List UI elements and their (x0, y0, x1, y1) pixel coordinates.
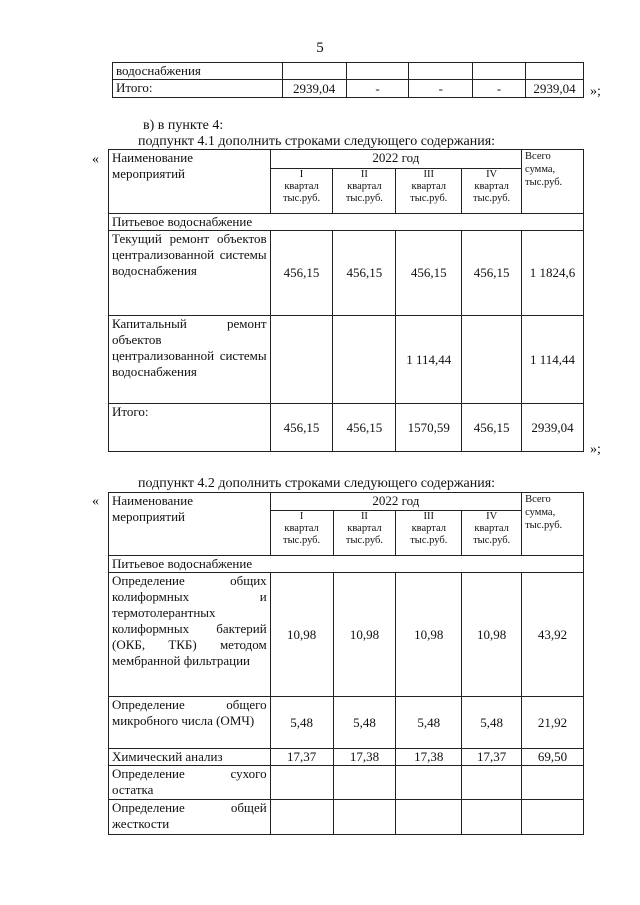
quarter-header: IV квартал тыс.руб. (462, 169, 522, 214)
row-name: Определение общего микробного числа (ОМЧ) (109, 697, 271, 749)
table-row (109, 800, 584, 835)
value-cell (270, 766, 333, 800)
table-row (109, 749, 584, 766)
value-cell: 10,98 (270, 573, 333, 697)
value-cell: 1 114,44 (396, 316, 462, 404)
table-row (109, 766, 584, 800)
value-cell (396, 766, 462, 800)
value-cell: 2939,04 (526, 80, 584, 98)
page-number: 5 (316, 40, 324, 56)
value-cell: 1 114,44 (522, 316, 584, 404)
top-table (112, 62, 584, 98)
row-name: Текущий ремонт объектов централизованной системы водоснабжения (109, 231, 271, 316)
table-row (109, 404, 584, 452)
header-year: 2022 год (270, 493, 521, 511)
value-cell: 5,48 (396, 697, 462, 749)
end-quote-mark: »; (590, 84, 601, 99)
value-cell: 2939,04 (522, 404, 584, 452)
value-cell: 43,92 (522, 573, 584, 697)
paragraph-4-2: подпункт 4.2 дополнить строками следующего содержания: (138, 476, 496, 491)
quarter-header: I квартал тыс.руб. (270, 169, 333, 214)
value-cell (462, 800, 522, 835)
header-name-cell (109, 150, 271, 214)
table-row (109, 697, 584, 749)
row-name: Химический анализ (109, 749, 271, 766)
value-cell: 456,15 (333, 231, 396, 316)
value-cell: 21,92 (522, 697, 584, 749)
value-cell: 1570,59 (396, 404, 462, 452)
value-cell: - (473, 80, 526, 98)
open-quote-mark: « (92, 152, 99, 167)
quarter-header: I квартал тыс.руб. (270, 511, 333, 556)
row-name: водоснабжения (113, 63, 283, 80)
value-cell: - (346, 80, 409, 98)
value-cell: 69,50 (522, 749, 584, 766)
header-year: 2022 год (270, 150, 521, 169)
value-cell: 17,37 (462, 749, 522, 766)
value-cell: 5,48 (333, 697, 396, 749)
value-cell: 17,37 (270, 749, 333, 766)
open-quote-mark: « (92, 494, 99, 509)
value-cell: 456,15 (462, 231, 522, 316)
header-row (109, 150, 584, 169)
quarter-header: II квартал тыс.руб. (333, 511, 396, 556)
value-cell: 5,48 (462, 697, 522, 749)
value-cell: 456,15 (462, 404, 522, 452)
row-name: Определение общей жесткости (109, 800, 271, 835)
quarter-header: III квартал тыс.руб. (396, 511, 462, 556)
value-cell: 10,98 (396, 573, 462, 697)
header-name-line: мероприятий (112, 509, 185, 524)
quarter-header: III квартал тыс.руб. (396, 169, 462, 214)
value-cell: 5,48 (270, 697, 333, 749)
value-cell (396, 800, 462, 835)
table-row (109, 231, 584, 316)
value-cell (333, 766, 396, 800)
table-4-1 (108, 149, 584, 452)
section-title: Питьевое водоснабжение (109, 214, 584, 231)
paragraph-4-1: подпункт 4.1 дополнить строками следующего содержания: (138, 134, 496, 149)
value-cell: 456,15 (270, 231, 333, 316)
value-cell (522, 766, 584, 800)
value-cell (462, 316, 522, 404)
value-cell: 456,15 (333, 404, 396, 452)
value-cell: 456,15 (396, 231, 462, 316)
value-cell (333, 800, 396, 835)
section-title: Питьевое водоснабжение (109, 556, 584, 573)
end-quote-mark: »; (590, 442, 601, 457)
row-name: Определение сухого остатка (109, 766, 271, 800)
value-cell (462, 766, 522, 800)
header-name-line: Наименование (112, 150, 193, 165)
header-total: Всего сумма, тыс.руб. (522, 150, 584, 214)
value-cell: 17,38 (333, 749, 396, 766)
row-name: Определение общих колиформных и термотолерантных колиформных бактерий (ОКБ, ТКБ) методом мембранной фильтрации (109, 573, 271, 697)
table-row (109, 573, 584, 697)
header-total: Всего сумма, тыс.руб. (522, 493, 584, 556)
value-cell: 1 1824,6 (522, 231, 584, 316)
quarter-header: IV квартал тыс.руб. (462, 511, 522, 556)
table-row (113, 63, 584, 80)
paragraph-b: в) в пункте 4: (143, 118, 224, 133)
table-row (109, 316, 584, 404)
table-row (113, 80, 584, 98)
section-row (109, 556, 584, 573)
row-name: Итого: (113, 80, 283, 98)
value-cell: - (409, 80, 473, 98)
header-name-line: Наименование (112, 493, 193, 508)
header-name-line: мероприятий (112, 166, 185, 181)
value-cell: 10,98 (462, 573, 522, 697)
value-cell: 456,15 (270, 404, 333, 452)
table-4-2 (108, 492, 584, 835)
value-cell (270, 800, 333, 835)
section-row (109, 214, 584, 231)
value-cell: 17,38 (396, 749, 462, 766)
value-cell (333, 316, 396, 404)
value-cell (522, 800, 584, 835)
header-row (109, 493, 584, 511)
value-cell: 10,98 (333, 573, 396, 697)
quarter-header: II квартал тыс.руб. (333, 169, 396, 214)
value-cell: 2939,04 (282, 80, 346, 98)
header-name-cell (109, 493, 271, 556)
value-cell (270, 316, 333, 404)
row-name: Итого: (109, 404, 271, 452)
row-name: Капитальный ремонт объектов централизованной системы водоснабжения (109, 316, 271, 404)
